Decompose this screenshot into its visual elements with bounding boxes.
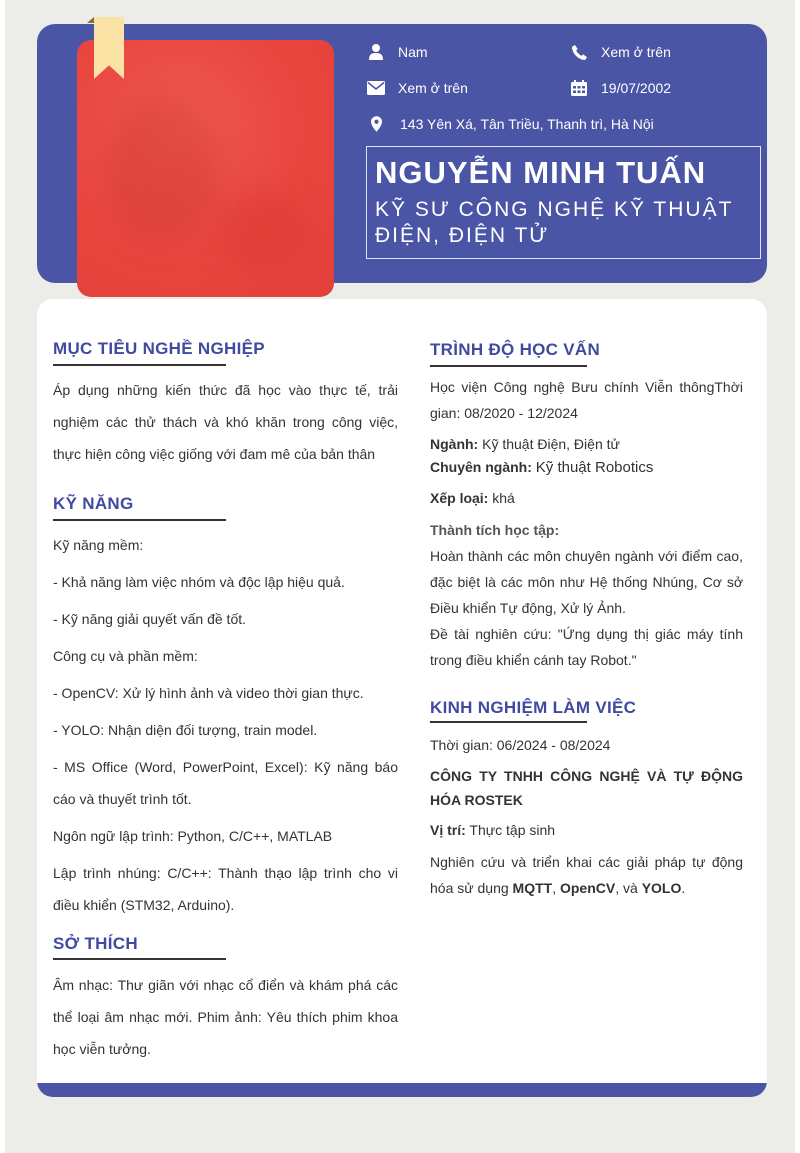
achievements-label: Thành tích học tập: — [430, 522, 560, 538]
full-name: NGUYỄN MINH TUẤN — [375, 155, 707, 190]
major-value: Kỹ thuật Điện, Điện tử — [482, 436, 620, 452]
experience-position — [430, 822, 743, 838]
skill-item: - Khả năng làm việc nhóm và độc lập hiệu quả. — [53, 574, 345, 590]
hobbies-text: Âm nhạc: Thư giãn với nhạc cổ điển và khám phá các thể loại âm nhạc mới. Phim ảnh: Yêu thích phim khoa học viễn tưởng. — [53, 977, 398, 1057]
spec-value: Kỹ thuật Robotics — [535, 459, 654, 476]
gender-text: Nam — [398, 44, 428, 60]
skill-item: - OpenCV: Xử lý hình ảnh và video thời gian thực. — [53, 685, 364, 701]
description-suffix: . — [681, 880, 686, 896]
section-underline — [53, 519, 226, 521]
skill-item: Ngôn ngữ lập trình: Python, C/C++, MATLAB — [53, 828, 333, 844]
section-title-education: TRÌNH ĐỘ HỌC VẤN — [430, 340, 601, 359]
section-underline — [430, 365, 587, 367]
section-title-experience: KINH NGHIỆM LÀM VIỆC — [430, 698, 637, 717]
envelope-icon — [366, 79, 386, 97]
spec-label: Chuyên ngành: — [430, 459, 532, 475]
calendar-icon — [569, 79, 589, 97]
photo-blur — [107, 100, 217, 240]
tech-yolo: YOLO — [641, 880, 682, 896]
contact-email — [366, 79, 468, 97]
tech-opencv: OpenCV — [559, 880, 616, 896]
section-underline — [430, 721, 587, 723]
objective-text: Áp dụng những kiến thức đã học vào thực tế, trải nghiệm các thử thách và khó khăn trong công việc, thực hiện công việc giống với đam mê của bản thân — [53, 382, 398, 462]
experience-company: CÔNG TY TNHH CÔNG NGHỆ VÀ TỰ ĐỘNG HÓA ROSTEK — [430, 768, 743, 808]
phone-icon — [569, 43, 589, 61]
skill-item: - YOLO: Nhận diện đối tượng, train model. — [53, 722, 318, 738]
education-specialization — [430, 459, 743, 476]
skill-item: Lập trình nhúng: C/C++: Thành thạo lập trình cho vi điều khiển (STM32, Arduino). — [53, 865, 398, 913]
achievement-item: Đề tài nghiên cứu: "Ứng dụng thị giác máy tính trong điều khiển cánh tay Robot." — [430, 626, 743, 668]
job-title: KỸ SƯ CÔNG NGHỆ KỸ THUẬT ĐIỆN, ĐIỆN TỬ — [375, 198, 734, 247]
contact-birthday — [569, 79, 671, 97]
skill-item: - Kỹ năng giải quyết vấn đề tốt. — [53, 611, 247, 627]
skill-item: - MS Office (Word, PowerPoint, Excel): Kỹ năng báo cáo và thuyết trình tốt. — [53, 759, 398, 807]
contact-address — [366, 115, 654, 133]
education-major — [430, 436, 743, 452]
education-school-time: Học viện Công nghệ Bưu chính Viễn thôngThời gian: 08/2020 - 12/2024 — [430, 379, 743, 421]
email-text: Xem ở trên — [398, 80, 468, 96]
photo-blur — [217, 190, 307, 270]
education-grade — [430, 490, 743, 506]
cv-body-card — [37, 299, 767, 1097]
description-separator: , — [552, 880, 560, 896]
grade-label: Xếp loại: — [430, 490, 489, 506]
achievement-item: Hoàn thành các môn chuyên ngành với điểm cao, đặc biệt là các môn như Hệ thống Nhúng, Cơ sở Điều khiển Tự động, Xử lý Ảnh. — [430, 548, 743, 616]
position-label: Vị trí: — [430, 822, 466, 838]
user-icon — [366, 43, 386, 61]
footer-bar — [37, 1083, 767, 1097]
ribbon-fold — [87, 17, 94, 23]
major-label: Ngành: — [430, 436, 479, 452]
section-underline — [53, 364, 226, 366]
skill-item: Công cụ và phần mềm: — [53, 648, 198, 664]
birthday-text: 19/07/2002 — [601, 80, 672, 96]
section-title-skills: KỸ NĂNG — [53, 494, 134, 513]
section-title-objective: MỤC TIÊU NGHỀ NGHIỆP — [53, 339, 265, 358]
experience-description — [430, 849, 743, 901]
profile-photo — [77, 40, 334, 297]
skill-item: Kỹ năng mềm: — [53, 537, 144, 553]
contact-phone — [569, 43, 671, 61]
grade-value: khá — [492, 490, 515, 506]
phone-text: Xem ở trên — [601, 44, 671, 60]
tech-mqtt: MQTT — [512, 880, 553, 896]
contact-gender — [366, 43, 428, 61]
description-separator: , và — [615, 880, 642, 896]
map-marker-icon — [366, 115, 386, 133]
experience-time: Thời gian: 06/2024 - 08/2024 — [430, 737, 611, 753]
section-title-hobbies: SỞ THÍCH — [53, 934, 138, 953]
position-value: Thực tập sinh — [469, 822, 556, 838]
description-prefix: Nghiên cứu và triển khai các giải pháp tự động hóa sử dụng — [430, 854, 743, 896]
address-text: 143 Yên Xá, Tân Triều, Thanh trì, Hà Nội — [400, 116, 654, 132]
section-underline — [53, 958, 226, 960]
cv-page — [5, 0, 795, 1153]
name-box — [366, 146, 761, 259]
